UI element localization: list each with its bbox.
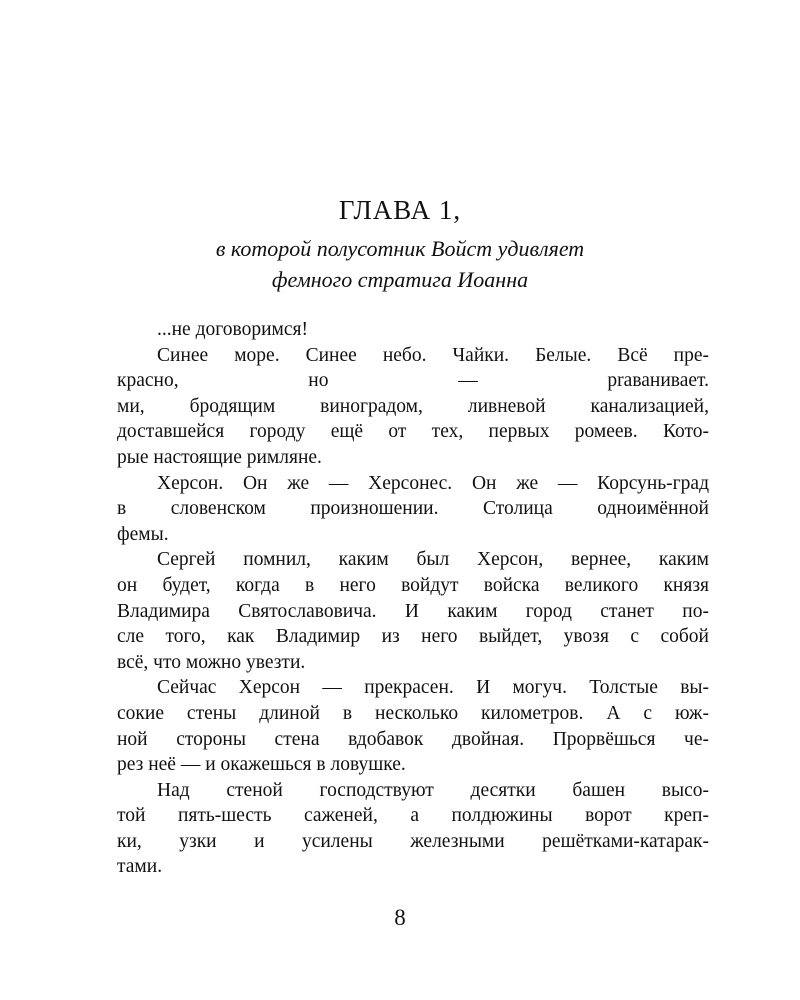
text-line: ...не договоримся! [157, 319, 308, 340]
text-line: Синее море. Синее небо. Чайки. Белые. Всё пре- [157, 344, 709, 366]
text-line: он будет, когда в него войдут войска великого князя [117, 574, 709, 596]
text-line: Сергей помнил, каким был Херсон, вернее, каким [157, 549, 709, 571]
text-line: рые настоящие римляне. [117, 446, 322, 468]
text-line: Херсон. Он же — Херсонес. Он же — Корсунь-град [157, 472, 709, 494]
text-line: Над стеной господствуют десятки башен высо- [157, 779, 709, 801]
page-number: 8 [394, 905, 406, 930]
text-line: той пять-шесть саженей, а полдюжины ворот креп- [117, 805, 709, 827]
text-line: Владимира Святославовича. И каким город станет по- [117, 600, 709, 622]
text-line: фемы. [117, 523, 169, 545]
chapter-title: ГЛАВА 1, [338, 195, 462, 225]
chapter-body-text [117, 317, 709, 880]
text-line: красно, но — praванивает. [117, 370, 709, 392]
chapter-subtitle-line: в которой полусотник Войст удивляет [215, 236, 585, 261]
text-line: рез неё — и окажешься в ловушке. [117, 754, 406, 776]
text-line: сле того, как Владимир из него выйдет, увозя с собой [117, 626, 709, 648]
text-line: ми, бродящим виноградом, ливневой канализацией, [117, 395, 709, 417]
text-line: ной стороны стена вдобавок двойная. Прорвёшься че- [117, 728, 709, 750]
chapter-subtitle [0, 233, 800, 295]
chapter-subtitle-line: фемного стратига Иоанна [271, 267, 529, 292]
text-line: всё, что можно увезти. [117, 651, 306, 673]
text-line: ки, узки и усилены железными решётками-катарак- [117, 830, 709, 852]
text-line: доставшейся городу ещё от тех, первых ромеев. Кото- [117, 421, 709, 443]
text-line: в словенском произношении. Столица одноимённой [117, 498, 709, 520]
text-line: сокие стены длиной в несколько километров. А с юж- [117, 702, 709, 724]
text-line: Сейчас Херсон — прекрасен. И могуч. Толстые вы- [157, 677, 709, 699]
text-line: тами. [117, 856, 163, 878]
